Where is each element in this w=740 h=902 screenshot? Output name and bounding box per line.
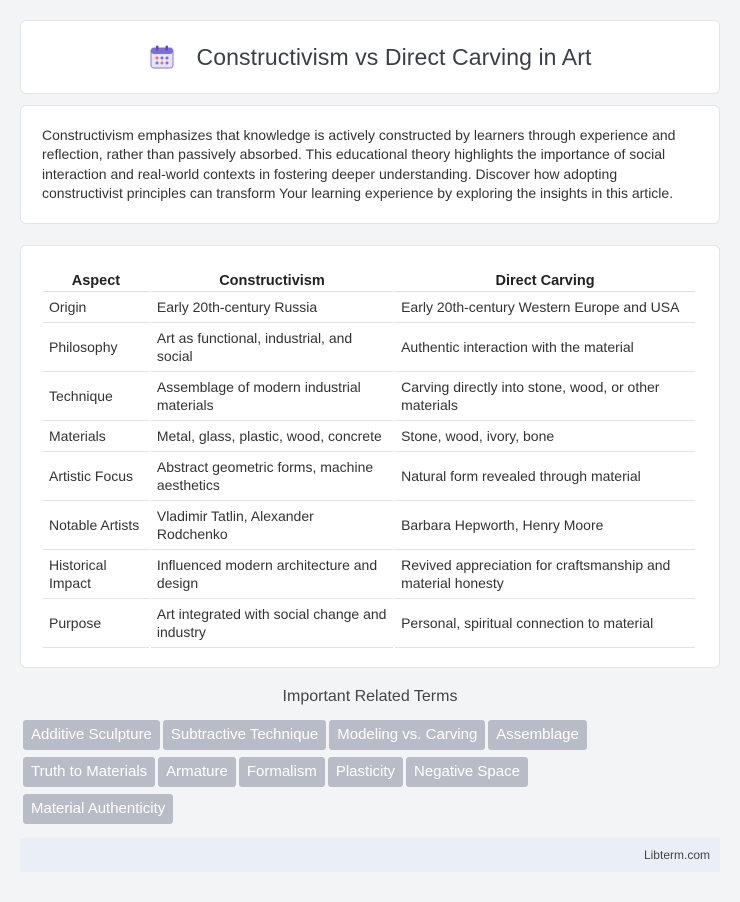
intro-text: Constructivism emphasizes that knowledge is actively constructed by learners through experience and reflection, rather than passively absorbed. This educational theory highlights the importance of social interaction and real-world contexts in fostering deeper understanding. Discover how adopting constructivist principles can transform Your learning experience by exploring the insights in this article.	[42, 127, 676, 202]
table-header-row	[43, 265, 695, 292]
row-direct-carving: Barbara Hepworth, Henry Moore	[395, 501, 695, 550]
row-aspect: Purpose	[43, 599, 149, 648]
row-aspect: Artistic Focus	[43, 452, 149, 501]
row-constructivism: Art integrated with social change and industry	[151, 599, 393, 648]
table-row	[43, 292, 695, 323]
row-constructivism: Early 20th-century Russia	[151, 292, 393, 323]
table-row	[43, 452, 695, 501]
tag-formalism[interactable]: Formalism	[239, 757, 325, 787]
table-row	[43, 599, 695, 648]
row-aspect: Historical Impact	[43, 550, 149, 599]
header-constructivism: Constructivism	[151, 265, 393, 292]
related-terms-title: Important Related Terms	[282, 688, 458, 705]
header-direct-carving: Direct Carving	[395, 265, 695, 292]
header-aspect: Aspect	[43, 265, 149, 292]
row-direct-carving: Authentic interaction with the material	[395, 323, 695, 372]
row-constructivism: Assemblage of modern industrial materials	[151, 372, 393, 421]
row-direct-carving: Personal, spiritual connection to material	[395, 599, 695, 648]
row-direct-carving: Carving directly into stone, wood, or other materials	[395, 372, 695, 421]
row-aspect: Notable Artists	[43, 501, 149, 550]
row-constructivism: Influenced modern architecture and design	[151, 550, 393, 599]
intro-card	[20, 105, 720, 224]
table-row	[43, 550, 695, 599]
table-row	[43, 421, 695, 452]
row-aspect: Technique	[43, 372, 149, 421]
table-row	[43, 323, 695, 372]
footer	[20, 838, 720, 872]
comparison-table	[41, 265, 697, 648]
tag-plasticity[interactable]: Plasticity	[328, 757, 403, 787]
row-constructivism: Abstract geometric forms, machine aesthetics	[151, 452, 393, 501]
row-constructivism: Metal, glass, plastic, wood, concrete	[151, 421, 393, 452]
row-direct-carving: Natural form revealed through material	[395, 452, 695, 501]
calendar-icon	[149, 44, 175, 70]
tag-subtractive-technique[interactable]: Subtractive Technique	[163, 720, 326, 750]
related-terms-list	[23, 720, 723, 831]
tag-negative-space[interactable]: Negative Space	[406, 757, 528, 787]
tag-material-authenticity[interactable]: Material Authenticity	[23, 794, 173, 824]
table-row	[43, 372, 695, 421]
row-aspect: Origin	[43, 292, 149, 323]
comparison-table-card	[20, 245, 720, 668]
tag-assemblage[interactable]: Assemblage	[488, 720, 587, 750]
row-constructivism: Art as functional, industrial, and social	[151, 323, 393, 372]
tag-armature[interactable]: Armature	[158, 757, 236, 787]
row-aspect: Philosophy	[43, 323, 149, 372]
header-card	[20, 20, 720, 94]
row-aspect: Materials	[43, 421, 149, 452]
row-direct-carving: Stone, wood, ivory, bone	[395, 421, 695, 452]
footer-site-link[interactable]: Libterm.com	[643, 848, 710, 862]
tag-modeling-vs-carving[interactable]: Modeling vs. Carving	[329, 720, 485, 750]
page-title: Constructivism vs Direct Carving in Art	[196, 43, 592, 70]
row-direct-carving: Revived appreciation for craftsmanship and material honesty	[395, 550, 695, 599]
row-constructivism: Vladimir Tatlin, Alexander Rodchenko	[151, 501, 393, 550]
tag-additive-sculpture[interactable]: Additive Sculpture	[23, 720, 160, 750]
table-row	[43, 501, 695, 550]
tag-truth-to-materials[interactable]: Truth to Materials	[23, 757, 155, 787]
row-direct-carving: Early 20th-century Western Europe and USA	[395, 292, 695, 323]
